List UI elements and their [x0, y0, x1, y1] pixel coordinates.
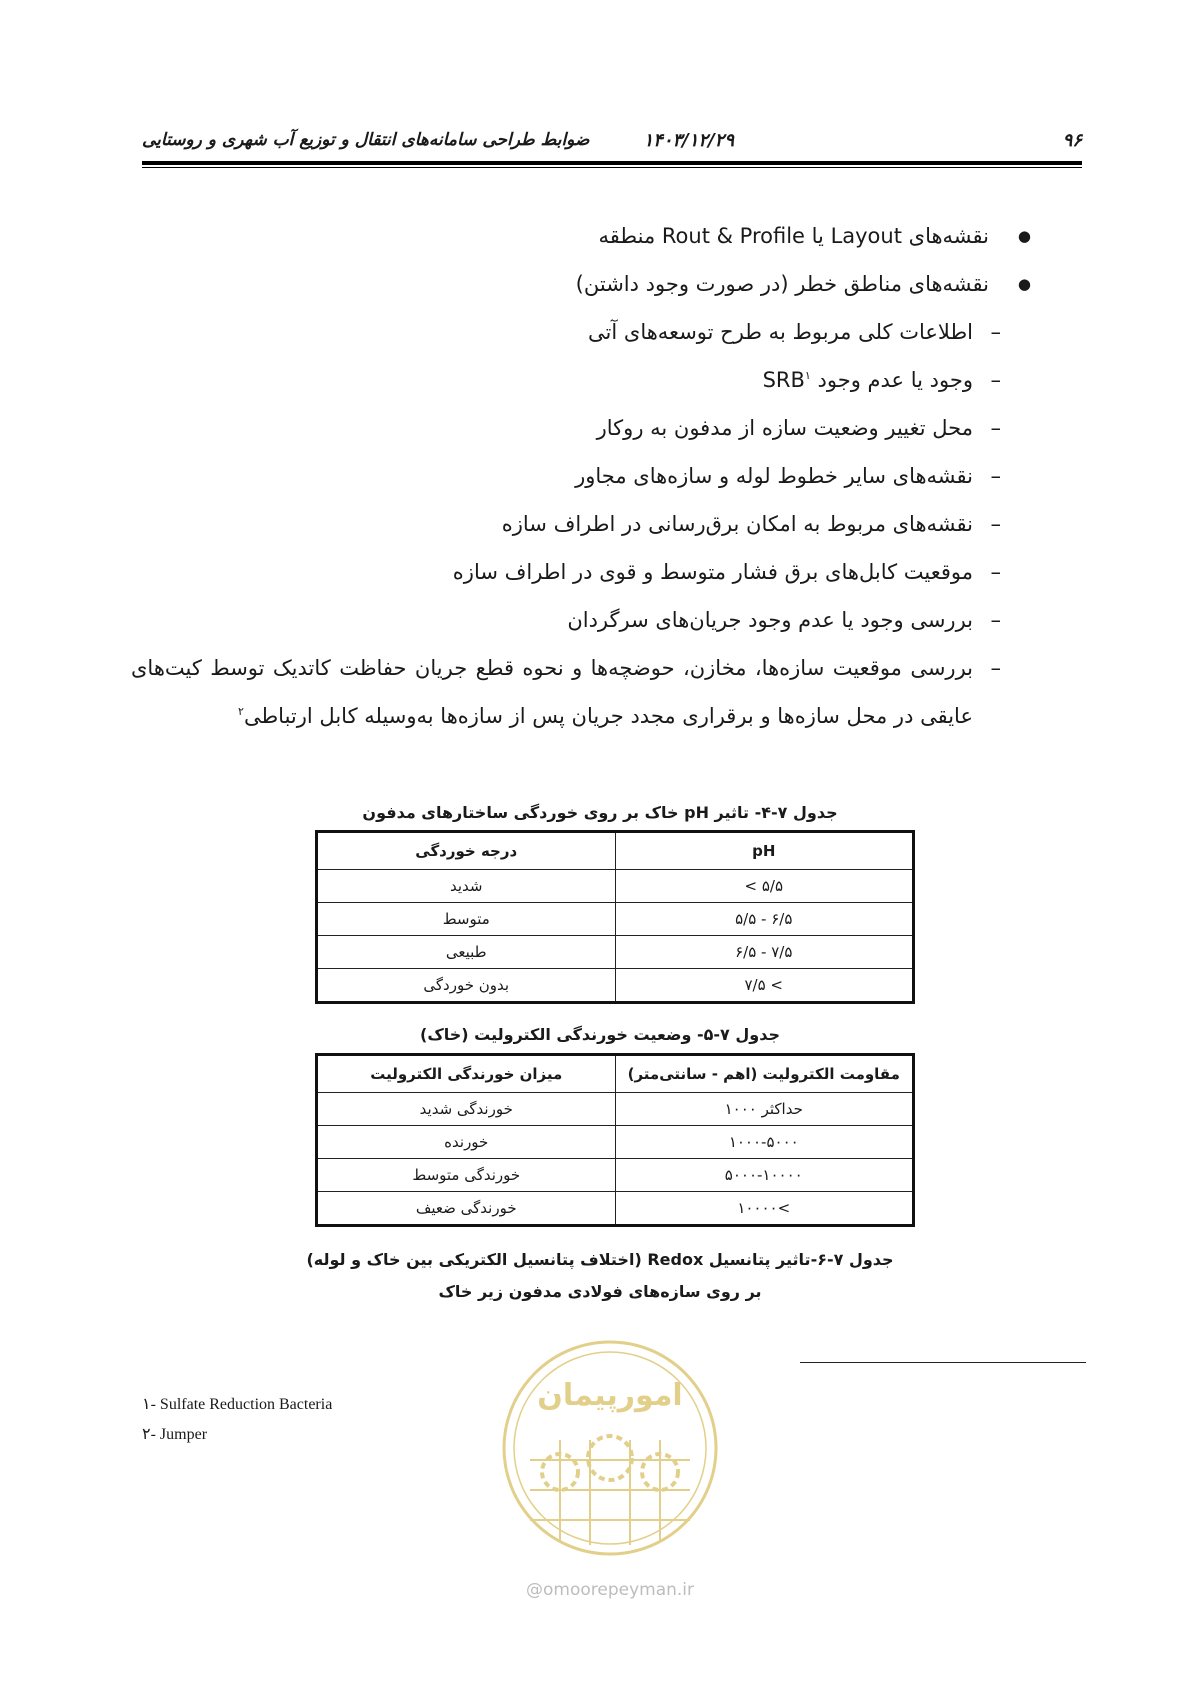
dash-marker: –	[990, 416, 1001, 440]
header-rule-thick	[142, 161, 1082, 165]
table-caption-line-2: بر روی سازه‌های فولادی مدفون زیر خاک	[438, 1282, 762, 1301]
table-caption: جدول ۷-۵- وضعیت خورندگی الکترولیت (خاک)	[420, 1025, 780, 1044]
column-header: درجه خوردگی	[317, 832, 616, 870]
table-cell: طبیعی	[317, 936, 616, 969]
table-cell: >۱۰۰۰۰	[615, 1192, 914, 1226]
list-item	[131, 452, 1001, 500]
footnote-ref: ۱	[804, 369, 811, 382]
table-row	[317, 969, 914, 1003]
table-row	[317, 1159, 914, 1192]
list-item	[131, 356, 1001, 404]
list-item-text: نقشه‌های Layout یا Rout & Profile منطقه	[598, 224, 989, 248]
column-header: میزان خورندگی الکترولیت	[317, 1055, 616, 1093]
table-cell: متوسط	[317, 903, 616, 936]
list-item	[131, 548, 1001, 596]
list-item	[131, 212, 1031, 260]
table-cell: خورندگی شدید	[317, 1093, 616, 1126]
header-rule-thin	[142, 167, 1082, 168]
table-cell: ۵۰۰۰-۱۰۰۰۰	[615, 1159, 914, 1192]
table-cell: > ۷/۵	[615, 969, 914, 1003]
watermark-logo-text: امورپیمان	[537, 1378, 683, 1413]
list-item-text: وجود یا عدم وجود SRB	[762, 368, 973, 392]
list-item	[131, 308, 1001, 356]
footnote: ۱- Sulfate Reduction Bacteria	[142, 1396, 333, 1413]
dash-marker: –	[990, 608, 1001, 632]
table-cell: شدید	[317, 870, 616, 903]
table-cell: خورنده	[317, 1126, 616, 1159]
table-caption: جدول ۷-۴- تاثیر pH خاک بر روی خوردگی ساختارهای مدفون	[362, 803, 838, 822]
running-header	[142, 126, 1082, 156]
list-item-text: اطلاعات کلی مربوط به طرح توسعه‌های آتی	[588, 320, 973, 344]
list-item-text: محل تغییر وضعیت سازه از مدفون به روکار	[596, 416, 973, 440]
dash-marker: –	[990, 464, 1001, 488]
header-title: ضوابط طراحی سامانه‌های انتقال و توزیع آب شهری و روستایی	[142, 130, 590, 150]
table-row	[317, 1093, 914, 1126]
ph-corrosion-table	[315, 830, 915, 1004]
table-row	[317, 1126, 914, 1159]
table-cell: ۱۰۰۰-۵۰۰۰	[615, 1126, 914, 1159]
table-cell: حداکثر ۱۰۰۰	[615, 1093, 914, 1126]
dash-marker: –	[990, 320, 1001, 344]
page-number: ۹۶	[1062, 130, 1082, 151]
bullet-marker: ●	[1017, 227, 1031, 245]
table-row	[317, 1192, 914, 1226]
watermark-url: @omoorepeyman.ir	[525, 1580, 695, 1600]
footnote-separator	[800, 1362, 1086, 1363]
electrolyte-corrosion-table	[315, 1053, 915, 1227]
dash-marker: –	[990, 560, 1001, 584]
dash-marker: –	[990, 656, 1001, 680]
column-header: pH	[615, 832, 914, 870]
list-item-text: بررسی وجود یا عدم وجود جریان‌های سرگردان	[567, 608, 973, 632]
list-item-text: نقشه‌های سایر خطوط لوله و سازه‌های مجاور	[575, 464, 973, 488]
list-item-text: نقشه‌های مربوط به امکان برق‌رسانی در اطراف سازه	[501, 512, 973, 536]
table-cell: ۷/۵ - ۶/۵	[615, 936, 914, 969]
list-item	[131, 596, 1001, 644]
bullet-marker: ●	[1017, 275, 1031, 293]
footnote-ref: ۲	[238, 705, 244, 718]
table-cell: بدون خوردگی	[317, 969, 616, 1003]
table-cell: ۶/۵ - ۵/۵	[615, 903, 914, 936]
requirements-list	[131, 212, 1031, 740]
list-item-text: نقشه‌های مناطق خطر (در صورت وجود داشتن)	[575, 272, 989, 296]
column-header: مقاومت الکترولیت (اهم - سانتی‌متر)	[615, 1055, 914, 1093]
dash-marker: –	[990, 512, 1001, 536]
list-item	[131, 500, 1001, 548]
list-item-text: بررسی موقعیت سازه‌ها، مخازن، حوضچه‌ها و نحوه قطع جریان حفاظت کاتدیک توسط کیت‌های عایقی در محل سازه‌ها و برقراری مجدد جریان پس از سازه‌ها به‌وسیله کابل ارتباطی	[131, 656, 973, 728]
dash-marker: –	[990, 368, 1001, 392]
footnote: ۲- Jumper	[142, 1426, 208, 1443]
list-item	[131, 260, 1031, 308]
list-item	[131, 644, 1001, 740]
list-item-text: موقعیت کابل‌های برق فشار متوسط و قوی در اطراف سازه	[452, 560, 973, 584]
header-date: ۱۴۰۳/۱۲/۲۹	[643, 130, 734, 151]
list-item	[131, 404, 1001, 452]
watermark-logo	[490, 1330, 730, 1610]
table-cell: ۵/۵ >	[615, 870, 914, 903]
table-cell: خورندگی ضعیف	[317, 1192, 616, 1226]
table-row	[317, 870, 914, 903]
table-row	[317, 936, 914, 969]
table-cell: خورندگی متوسط	[317, 1159, 616, 1192]
table-caption-line-1: جدول ۷-۶-تاثیر پتانسیل Redox (اختلاف پتانسیل الکتریکی بین خاک و لوله)	[306, 1250, 894, 1269]
table-row	[317, 903, 914, 936]
